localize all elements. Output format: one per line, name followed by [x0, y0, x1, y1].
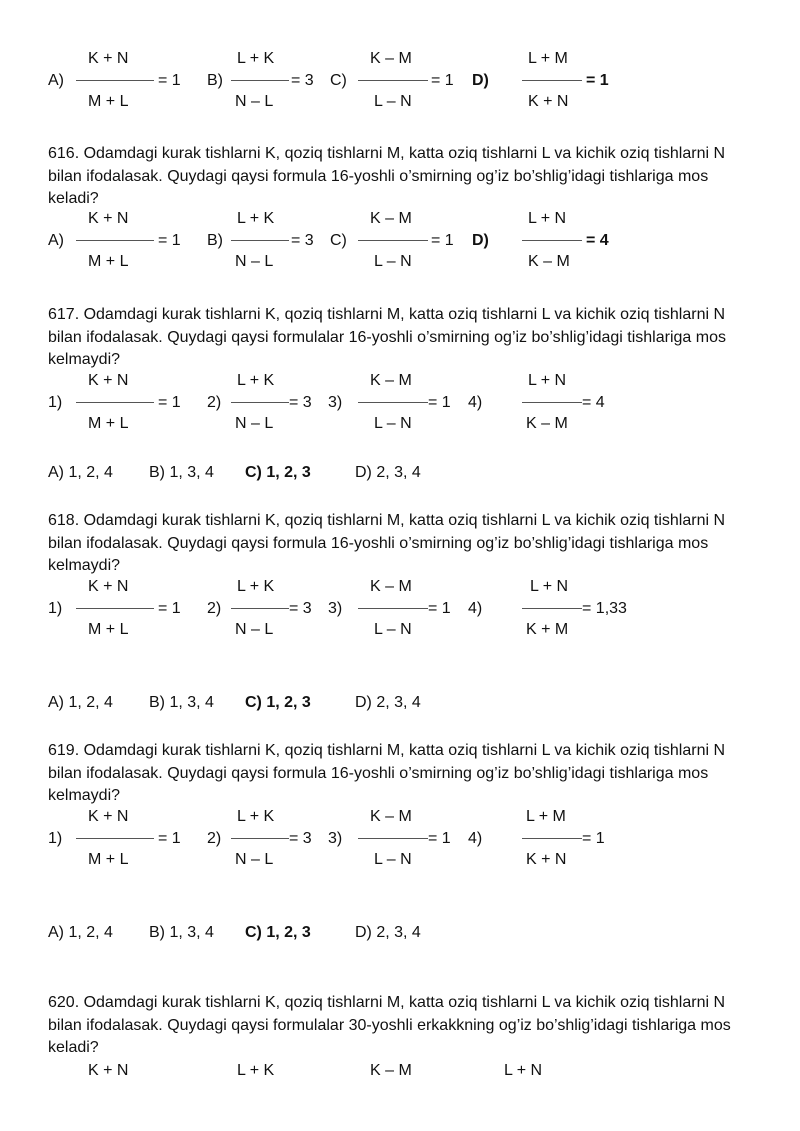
fraction-numerator: K + N [88, 210, 129, 227]
fraction-result: = 3 [289, 600, 312, 617]
fraction-numerator: K + N [88, 578, 129, 595]
fraction-denominator: N – L [235, 415, 274, 432]
answer-c: C) 1, 2, 3 [245, 694, 311, 711]
fraction-bar [522, 402, 582, 403]
fraction-numerator: L + K [237, 1062, 275, 1079]
fraction-result: = 1 [158, 394, 181, 411]
question-618 [48, 510, 748, 578]
fraction-result: = 1 [431, 232, 454, 249]
fraction-denominator: M + L [88, 253, 129, 270]
fraction-result: = 1 [428, 830, 451, 847]
answers-619 [48, 924, 748, 946]
fraction-result: = 1 [428, 394, 451, 411]
fraction-bar [76, 240, 154, 241]
option-label: A) [48, 72, 64, 89]
fraction-result: = 1 [158, 830, 181, 847]
option-label: D) [472, 72, 489, 89]
option-label: 4) [468, 600, 483, 617]
fraction-numerator: L + N [528, 372, 567, 389]
fraction-numerator: K – M [370, 50, 412, 67]
fraction-result: = 1 [428, 600, 451, 617]
option-label: 4) [468, 394, 483, 411]
option-label: D) [472, 232, 489, 249]
fraction-denominator: M + L [88, 621, 129, 638]
fraction-result: = 3 [291, 72, 314, 89]
fraction-bar [358, 608, 428, 609]
answer-d: D) 2, 3, 4 [355, 694, 421, 711]
fraction-denominator: K – M [528, 253, 570, 270]
fraction-numerator: K + N [88, 1062, 129, 1079]
fraction-bar [358, 838, 428, 839]
fraction-numerator: K + N [88, 808, 129, 825]
answer-a: A) 1, 2, 4 [48, 694, 113, 711]
formula-row-620 [48, 1062, 748, 1084]
fraction-result: = 1 [158, 72, 181, 89]
fraction-denominator: N – L [235, 253, 274, 270]
fraction-bar [76, 608, 154, 609]
fraction-numerator: K + N [88, 50, 129, 67]
fraction-denominator: M + L [88, 851, 129, 868]
fraction-denominator: L – N [374, 253, 412, 270]
option-label: A) [48, 232, 64, 249]
answer-a: A) 1, 2, 4 [48, 924, 113, 941]
option-label: 1) [48, 830, 63, 847]
fraction-denominator: L – N [374, 851, 412, 868]
fraction-bar [76, 838, 154, 839]
fraction-numerator: L + M [526, 808, 566, 825]
fraction-result: = 4 [586, 232, 609, 249]
fraction-result: = 3 [291, 232, 314, 249]
fraction-denominator: L – N [374, 621, 412, 638]
answer-c: C) 1, 2, 3 [245, 464, 311, 481]
fraction-numerator: L + N [528, 210, 567, 227]
fraction-bar [231, 240, 289, 241]
fraction-numerator: L + K [237, 578, 275, 595]
option-label: 3) [328, 830, 343, 847]
answer-d: D) 2, 3, 4 [355, 924, 421, 941]
fraction-result: = 1 [158, 232, 181, 249]
fraction-denominator: N – L [235, 93, 274, 110]
answer-b: B) 1, 3, 4 [149, 694, 214, 711]
fraction-denominator: N – L [235, 851, 274, 868]
option-label: 1) [48, 394, 63, 411]
fraction-bar [522, 80, 582, 81]
fraction-result: = 1,33 [582, 600, 627, 617]
fraction-numerator: K – M [370, 1062, 412, 1079]
fraction-bar [522, 608, 582, 609]
fraction-bar [522, 838, 582, 839]
fraction-denominator: M + L [88, 415, 129, 432]
fraction-numerator: K – M [370, 578, 412, 595]
answers-618 [48, 694, 748, 716]
fraction-bar [76, 402, 154, 403]
answer-c: C) 1, 2, 3 [245, 924, 311, 941]
fraction-bar [76, 80, 154, 81]
option-label: 2) [207, 394, 222, 411]
fraction-denominator: K + N [526, 851, 567, 868]
option-label: 4) [468, 830, 483, 847]
answer-b: B) 1, 3, 4 [149, 924, 214, 941]
fraction-bar [231, 838, 289, 839]
fraction-bar [522, 240, 582, 241]
fraction-bar [231, 402, 289, 403]
question-text: 619. Odamdagi kurak tishlarni K, qoziq tishlarni M, katta oziq tishlarni L va kichik oziq tishlarni N bilan ifodalasak. Quydagi qaysi formula 16-yoshli o’smirning og’iz bo’shlig’idagi tishlariga mos kelmaydi? [48, 742, 726, 804]
fraction-numerator: L + K [237, 372, 275, 389]
fraction-bar [358, 402, 428, 403]
option-label: 3) [328, 600, 343, 617]
question-617 [48, 304, 748, 372]
fraction-result: = 1 [431, 72, 454, 89]
fraction-result: = 1 [582, 830, 605, 847]
fraction-numerator: L + N [504, 1062, 543, 1079]
question-616 [48, 143, 748, 211]
option-label: 2) [207, 830, 222, 847]
fraction-result: = 4 [582, 394, 605, 411]
option-label: C) [330, 232, 347, 249]
fraction-bar [358, 240, 428, 241]
fraction-bar [231, 608, 289, 609]
fraction-numerator: L + K [237, 50, 275, 67]
answer-d: D) 2, 3, 4 [355, 464, 421, 481]
fraction-result: = 3 [289, 830, 312, 847]
question-620 [48, 992, 748, 1060]
fraction-numerator: K – M [370, 808, 412, 825]
option-label: B) [207, 72, 223, 89]
fraction-numerator: K – M [370, 372, 412, 389]
fraction-bar [231, 80, 289, 81]
fraction-result: = 1 [586, 72, 609, 89]
fraction-denominator: M + L [88, 93, 129, 110]
option-label: 2) [207, 600, 222, 617]
fraction-result: = 3 [289, 394, 312, 411]
fraction-denominator: L – N [374, 415, 412, 432]
fraction-denominator: K + N [528, 93, 569, 110]
question-619 [48, 740, 748, 808]
question-text: 620. Odamdagi kurak tishlarni K, qoziq tishlarni M, katta oziq tishlarni L va kichik oziq tishlarni N bilan ifodalasak. Quydagi qaysi formulalar 30-yoshli erkakkning og’iz bo’shlig’idagi tishlariga mos keladi? [48, 994, 731, 1056]
question-text: 616. Odamdagi kurak tishlarni K, qoziq tishlarni M, katta oziq tishlarni L va kichik oziq tishlarni N bilan ifodalasak. Quydagi qaysi formula 16-yoshli o’smirning og’iz bo’shlig’idagi tishlariga mos keladi? [48, 145, 726, 207]
answers-617 [48, 464, 748, 486]
fraction-numerator: L + K [237, 808, 275, 825]
fraction-numerator: K – M [370, 210, 412, 227]
fraction-denominator: K – M [526, 415, 568, 432]
option-label: 1) [48, 600, 63, 617]
question-text: 617. Odamdagi kurak tishlarni K, qoziq tishlarni M, katta oziq tishlarni L va kichik oziq tishlarni N bilan ifodalasak. Quydagi qaysi formulalar 16-yoshli o’smirning og’iz bo’shlig’idagi tishlariga mos kelmaydi? [48, 306, 726, 368]
fraction-bar [358, 80, 428, 81]
option-label: B) [207, 232, 223, 249]
fraction-numerator: K + N [88, 372, 129, 389]
option-label: C) [330, 72, 347, 89]
answer-a: A) 1, 2, 4 [48, 464, 113, 481]
fraction-numerator: L + K [237, 210, 275, 227]
fraction-result: = 1 [158, 600, 181, 617]
question-text: 618. Odamdagi kurak tishlarni K, qoziq tishlarni M, katta oziq tishlarni L va kichik oziq tishlarni N bilan ifodalasak. Quydagi qaysi formula 16-yoshli o’smirning og’iz bo’shlig’idagi tishlariga mos kelmaydi? [48, 512, 726, 574]
fraction-numerator: L + M [528, 50, 568, 67]
fraction-denominator: N – L [235, 621, 274, 638]
fraction-denominator: L – N [374, 93, 412, 110]
answer-b: B) 1, 3, 4 [149, 464, 214, 481]
fraction-denominator: K + M [526, 621, 569, 638]
option-label: 3) [328, 394, 343, 411]
fraction-numerator: L + N [530, 578, 569, 595]
